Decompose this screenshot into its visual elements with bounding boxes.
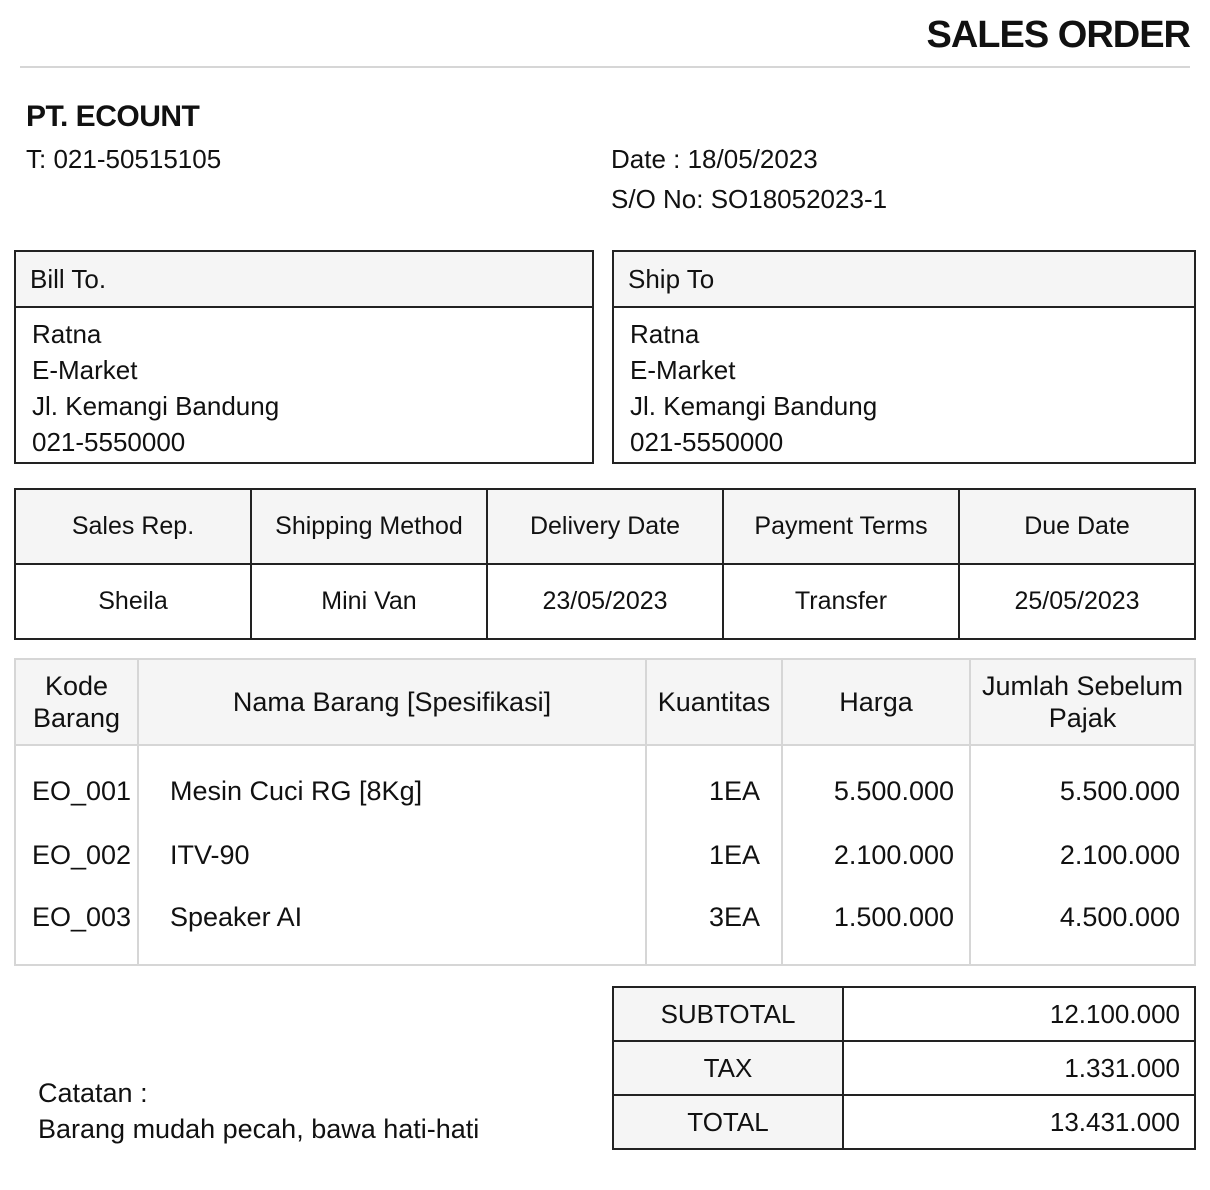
info-header-sales-rep: Sales Rep. <box>15 489 251 564</box>
title-divider <box>20 66 1190 68</box>
bill-to-box <box>14 250 594 464</box>
item-qty: 1EA <box>708 840 760 870</box>
item-name: Speaker AI <box>170 902 303 932</box>
item-amount: 2.100.000 <box>1059 840 1180 870</box>
subtotal-value: 12.100.000 <box>843 987 1195 1041</box>
header-kode-barang-text: Kode Barang <box>32 671 121 733</box>
info-shipping-method: Mini Van <box>251 564 487 639</box>
item-price: 5.500.000 <box>833 776 954 806</box>
header-harga: Harga <box>839 687 913 717</box>
tax-value: 1.331.000 <box>843 1041 1195 1095</box>
header-kode-barang <box>16 660 137 744</box>
item-code: EO_003 <box>32 902 132 932</box>
item-name: Mesin Cuci RG [8Kg] <box>170 776 423 806</box>
total-label: TOTAL <box>613 1095 843 1149</box>
totals-table <box>612 986 1196 1150</box>
company-phone: T: 021-50515105 <box>26 144 222 174</box>
info-due-date: 25/05/2023 <box>959 564 1195 639</box>
info-header-payment-terms: Payment Terms <box>723 489 959 564</box>
item-qty: 3EA <box>708 902 760 932</box>
ship-to-line: E-Market <box>630 355 736 385</box>
notes-text: Barang mudah pecah, bawa hati-hati <box>38 1114 480 1144</box>
bill-to-line: Jl. Kemangi Bandung <box>32 391 280 421</box>
info-header-due-date: Due Date <box>959 489 1195 564</box>
header-jumlah <box>971 660 1194 744</box>
notes-label: Catatan : <box>38 1078 148 1108</box>
header-nama-barang: Nama Barang [Spesifikasi] <box>232 687 552 717</box>
item-price: 1.500.000 <box>833 902 954 932</box>
ship-to-line: Ratna <box>630 319 700 349</box>
items-table <box>14 658 1196 966</box>
document-title: SALES ORDER <box>926 14 1190 56</box>
item-amount: 5.500.000 <box>1059 776 1180 806</box>
info-payment-terms: Transfer <box>723 564 959 639</box>
info-sales-rep: Sheila <box>15 564 251 639</box>
order-info-table <box>14 488 1196 640</box>
order-date: Date : 18/05/2023 <box>611 144 818 174</box>
item-price: 2.100.000 <box>833 840 954 870</box>
so-number: S/O No: SO18052023-1 <box>611 184 888 214</box>
tax-label: TAX <box>613 1041 843 1095</box>
item-name: ITV-90 <box>170 840 250 870</box>
bill-to-address <box>16 308 592 460</box>
info-header-shipping-method: Shipping Method <box>251 489 487 564</box>
bill-to-line: 021-5550000 <box>32 427 186 457</box>
item-code: EO_001 <box>32 776 132 806</box>
ship-to-address <box>614 308 1194 460</box>
company-name: PT. ECOUNT <box>26 100 200 133</box>
ship-to-box <box>612 250 1196 464</box>
header-kuantitas: Kuantitas <box>657 687 771 717</box>
bill-to-line: E-Market <box>32 355 138 385</box>
subtotal-label: SUBTOTAL <box>613 987 843 1041</box>
ship-to-heading: Ship To <box>614 252 1194 308</box>
ship-to-line: Jl. Kemangi Bandung <box>630 391 878 421</box>
bill-to-heading: Bill To. <box>16 252 592 308</box>
header-jumlah-text: Jumlah Sebelum Pajak <box>981 671 1184 733</box>
item-code: EO_002 <box>32 840 132 870</box>
item-amount: 4.500.000 <box>1059 902 1180 932</box>
bill-to-line: Ratna <box>32 319 102 349</box>
ship-to-line: 021-5550000 <box>630 427 784 457</box>
total-value: 13.431.000 <box>843 1095 1195 1149</box>
info-delivery-date: 23/05/2023 <box>487 564 723 639</box>
info-header-delivery-date: Delivery Date <box>487 489 723 564</box>
item-qty: 1EA <box>708 776 760 806</box>
